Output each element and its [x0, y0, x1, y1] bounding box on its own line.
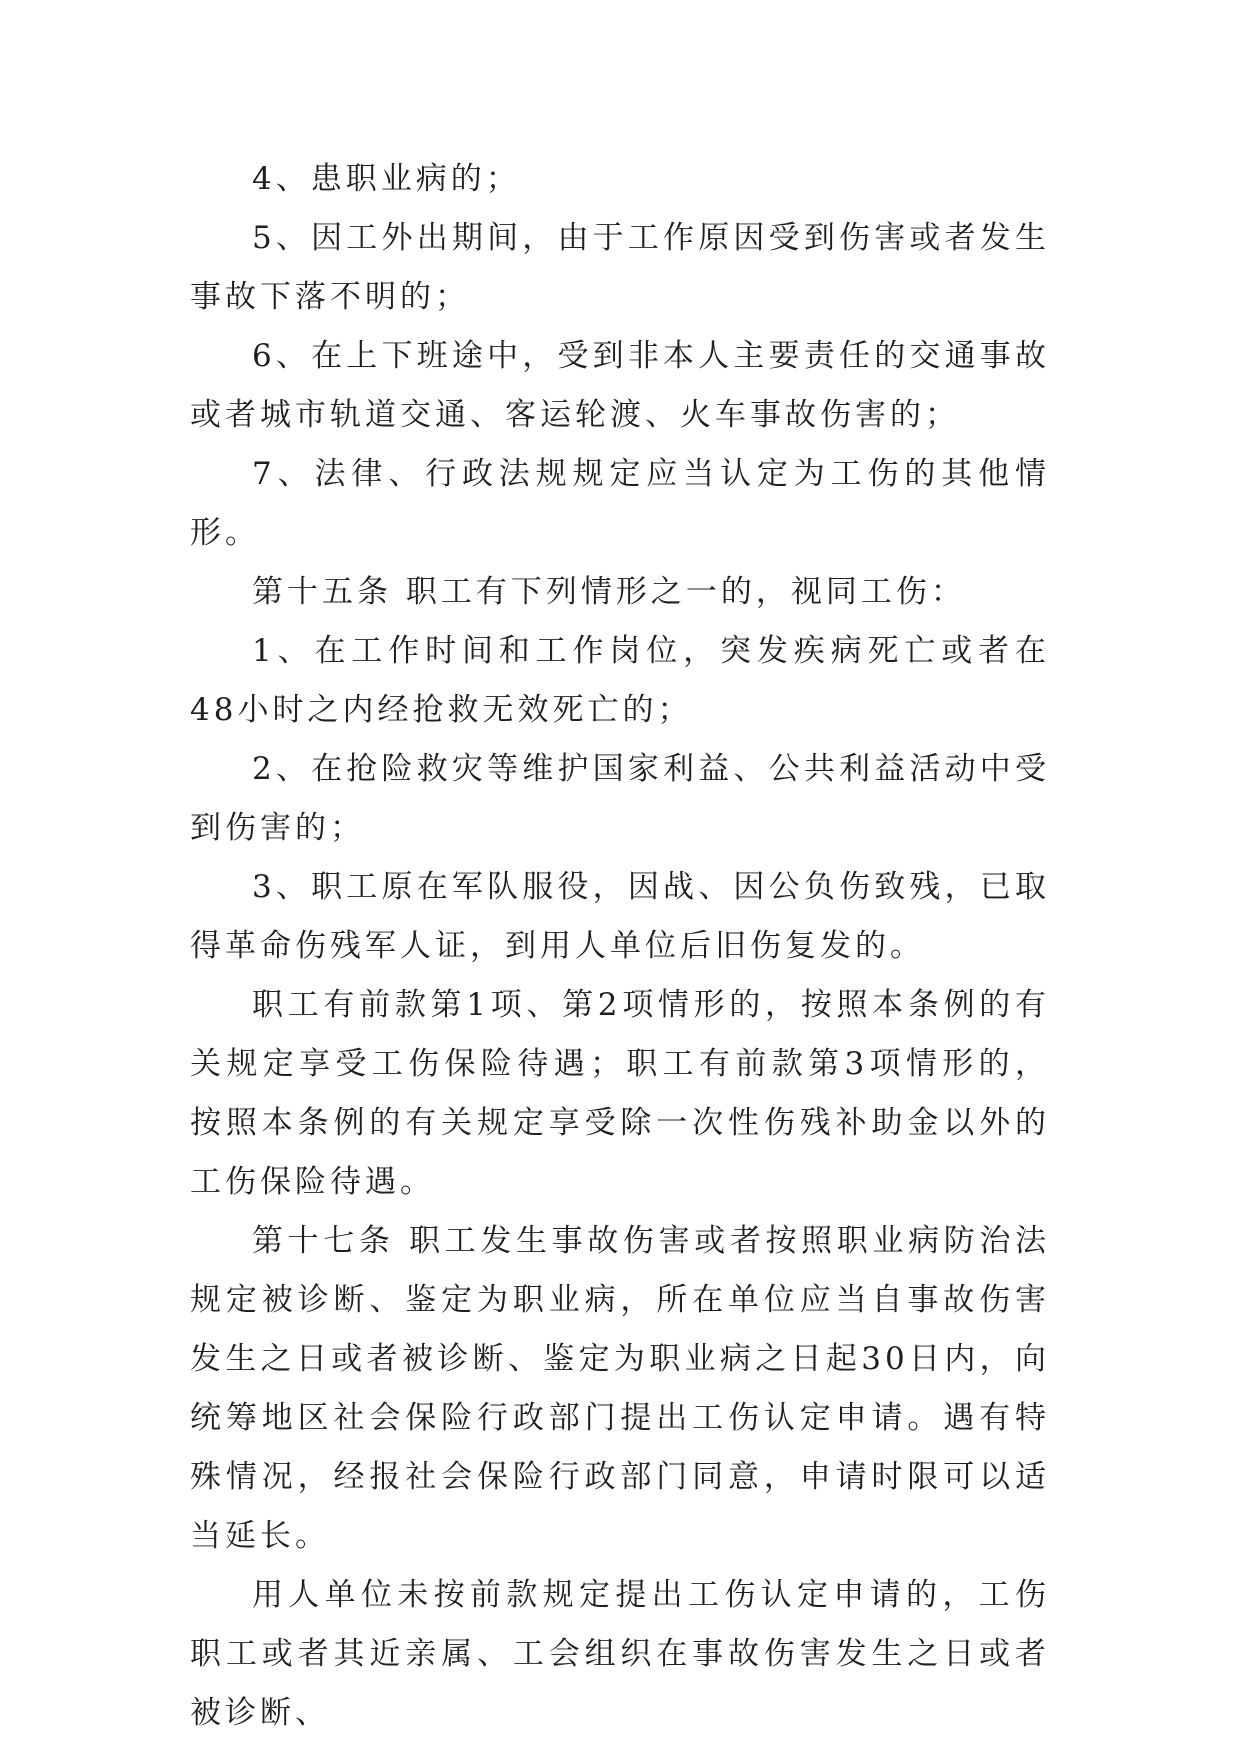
article-15-heading: 第十五条 职工有下列情形之一的，视同工伤：	[252, 574, 966, 610]
paragraph-benefits: 职工有前款第1项、第2项情形的，按照本条例的有关规定享受工伤保险待遇；职工有前款第3项情形的，按照本条例的有关规定享受除一次性伤残补助金以外的工伤保险待遇。	[190, 987, 1050, 1200]
paragraph-item-6: 6、在上下班途中，受到非本人主要责任的交通事故或者城市轨道交通、客运轮渡、火车事故伤害的；	[190, 338, 1050, 433]
paragraph-item-7: 7、法律、行政法规规定应当认定为工伤的其他情形。	[190, 456, 1050, 551]
paragraph-item-2: 2、在抢险救灾等维护国家利益、公共利益活动中受到伤害的；	[190, 751, 1050, 846]
paragraph-employer-failure: 用人单位未按前款规定提出工伤认定申请的，工伤职工或者其近亲属、工会组织在事故伤害发生之日或者被诊断、	[190, 1577, 1050, 1731]
paragraph-item-3: 3、职工原在军队服役，因战、因公负伤致残，已取得革命伤残军人证，到用人单位后旧伤复发的。	[190, 869, 1050, 964]
paragraph-item-1: 1、在工作时间和工作岗位，突发疾病死亡或者在48小时之内经抢救无效死亡的；	[190, 633, 1050, 728]
paragraph-item-4: 4、患职业病的；	[252, 161, 521, 197]
article-17-paragraph: 第十七条 职工发生事故伤害或者按照职业病防治法规定被诊断、鉴定为职业病，所在单位应当自事故伤害发生之日或者被诊断、鉴定为职业病之日起30日内，向统筹地区社会保险行政部门提出工伤认定申请。遇有特殊情况，经报社会保险行政部门同意，申请时限可以适当延长。	[190, 1223, 1050, 1554]
paragraph-item-5: 5、因工外出期间，由于工作原因受到伤害或者发生事故下落不明的；	[190, 220, 1050, 315]
document-page	[190, 150, 1050, 1743]
